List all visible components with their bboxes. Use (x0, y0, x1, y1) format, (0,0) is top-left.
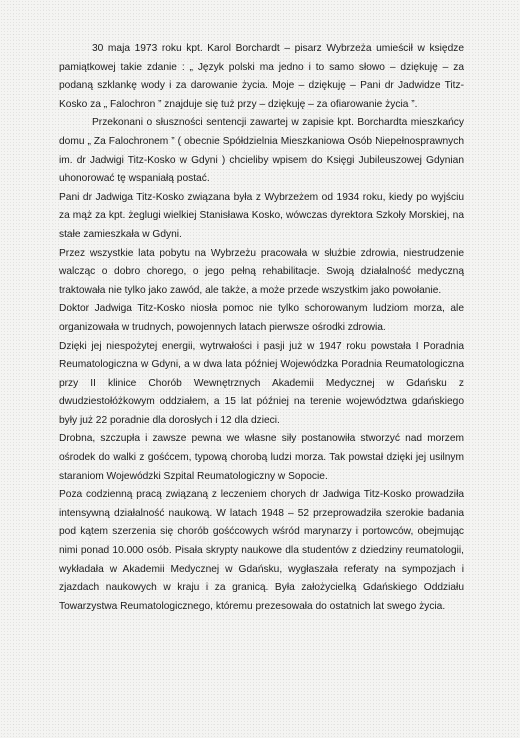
paragraph-health-centers: Doktor Jadwiga Titz-Kosko niosła pomoc nie tylko schorowanym ludziom morza, ale organizowała w trudnych, powojennych latach pierwsze ośrodki zdrowia. (59, 303, 464, 333)
paragraph-health-service: Przez wszystkie lata pobytu na Wybrzeżu pracowała w służbie zdrowia, niestrudzenie walcząc o dobro chorego, o jego pełną rehabilitacje. Swoją działalność medyczną traktowała nie tylko jako zawód, ale także, a może przede wszystkim jako powołanie. (59, 247, 464, 296)
paragraph-biography: Pani dr Jadwiga Titz-Kosko związana była z Wybrzeżem od 1934 roku, kiedy po wyjściu za mąż za kpt. żeglugi wielkiej Stanisława Kosko, wówczas dyrektora Szkoły Morskiej, na stałe zamieszkała w Gdyni. (59, 191, 464, 240)
paragraph-sopot-hospital: Drobna, szczupła i zawsze pewna we własne siły postanowiła stworzyć nad morzem ośrodek do walki z gośćcem, typową chorobą ludzi morza. Tak powstał dzięki jej usilnym staraniom Wojewódzki Szpital Reumatologiczny w Sopocie. (59, 433, 464, 482)
paragraph-rheumatology-clinics: Dzięki jej niespożytej energii, wytrwałości i pasji już w 1947 roku powstała I Poradnia Reumatologiczna w Gdyni, a w dwa lata później Wojewódzka Poradnia Reumatologiczna przy II klinice Chorób Wewnętrznych Akademii Medycznej w Gdańsku z dwudziestołóżkowym oddziałem, a 15 lat później na terenie województwa gdańskiego były już 22 poradnie dla dorosłych i 12 dla dzieci. (59, 340, 464, 426)
paragraph-tribute: Przekonani o słuszności sentencji zawartej w zapisie kpt. Borchardta mieszkańcy domu „ Za Falochronem ” ( obecnie Spółdzielnia Mieszkaniowa Osób Niepełnosprawnych im. dr Jadwigi Titz-Kosko w Gdyni ) chcieliby wpisem do Księgi Jubileuszowej Gdynian uhonorować tę wspaniałą postać. (59, 117, 464, 185)
paragraph-borchardt-quote: 30 maja 1973 roku kpt. Karol Borchardt – pisarz Wybrzeża umieścił w księdze pamiątkowej takie zdanie : „ Język polski ma jedno i to samo słowo – dziękuję – za podaną szklankę wody i za darowanie życia. Moje – dziękuję – Pani dr Jadwidze Titz-Kosko za „ Falochron ” znajduje się tuż przy – dziękuję – za ofiarowanie życia ”. (59, 43, 464, 110)
document-body (59, 40, 464, 616)
paragraph-scientific-work: Poza codzienną pracą związaną z leczeniem chorych dr Jadwiga Titz-Kosko prowadziła intensywną działalność naukową. W latach 1948 – 52 przeprowadziła szerokie badania pod kątem szerzenia się chorób gośćcowych wśród marynarzy i portowców, obejmując nimi ponad 10.000 osób. Pisała skrypty naukowe dla studentów z dziedziny reumatologii, wykładała w Akademii Medycznej w Gdańsku, wygłaszała referaty na sympozjach i zjazdach naukowych w kraju i za granicą. Była założycielką Gdańskiego Oddziału Towarzystwa Reumatologicznego, któremu prezesowała do ostatnich lat swego życia. (59, 489, 464, 612)
